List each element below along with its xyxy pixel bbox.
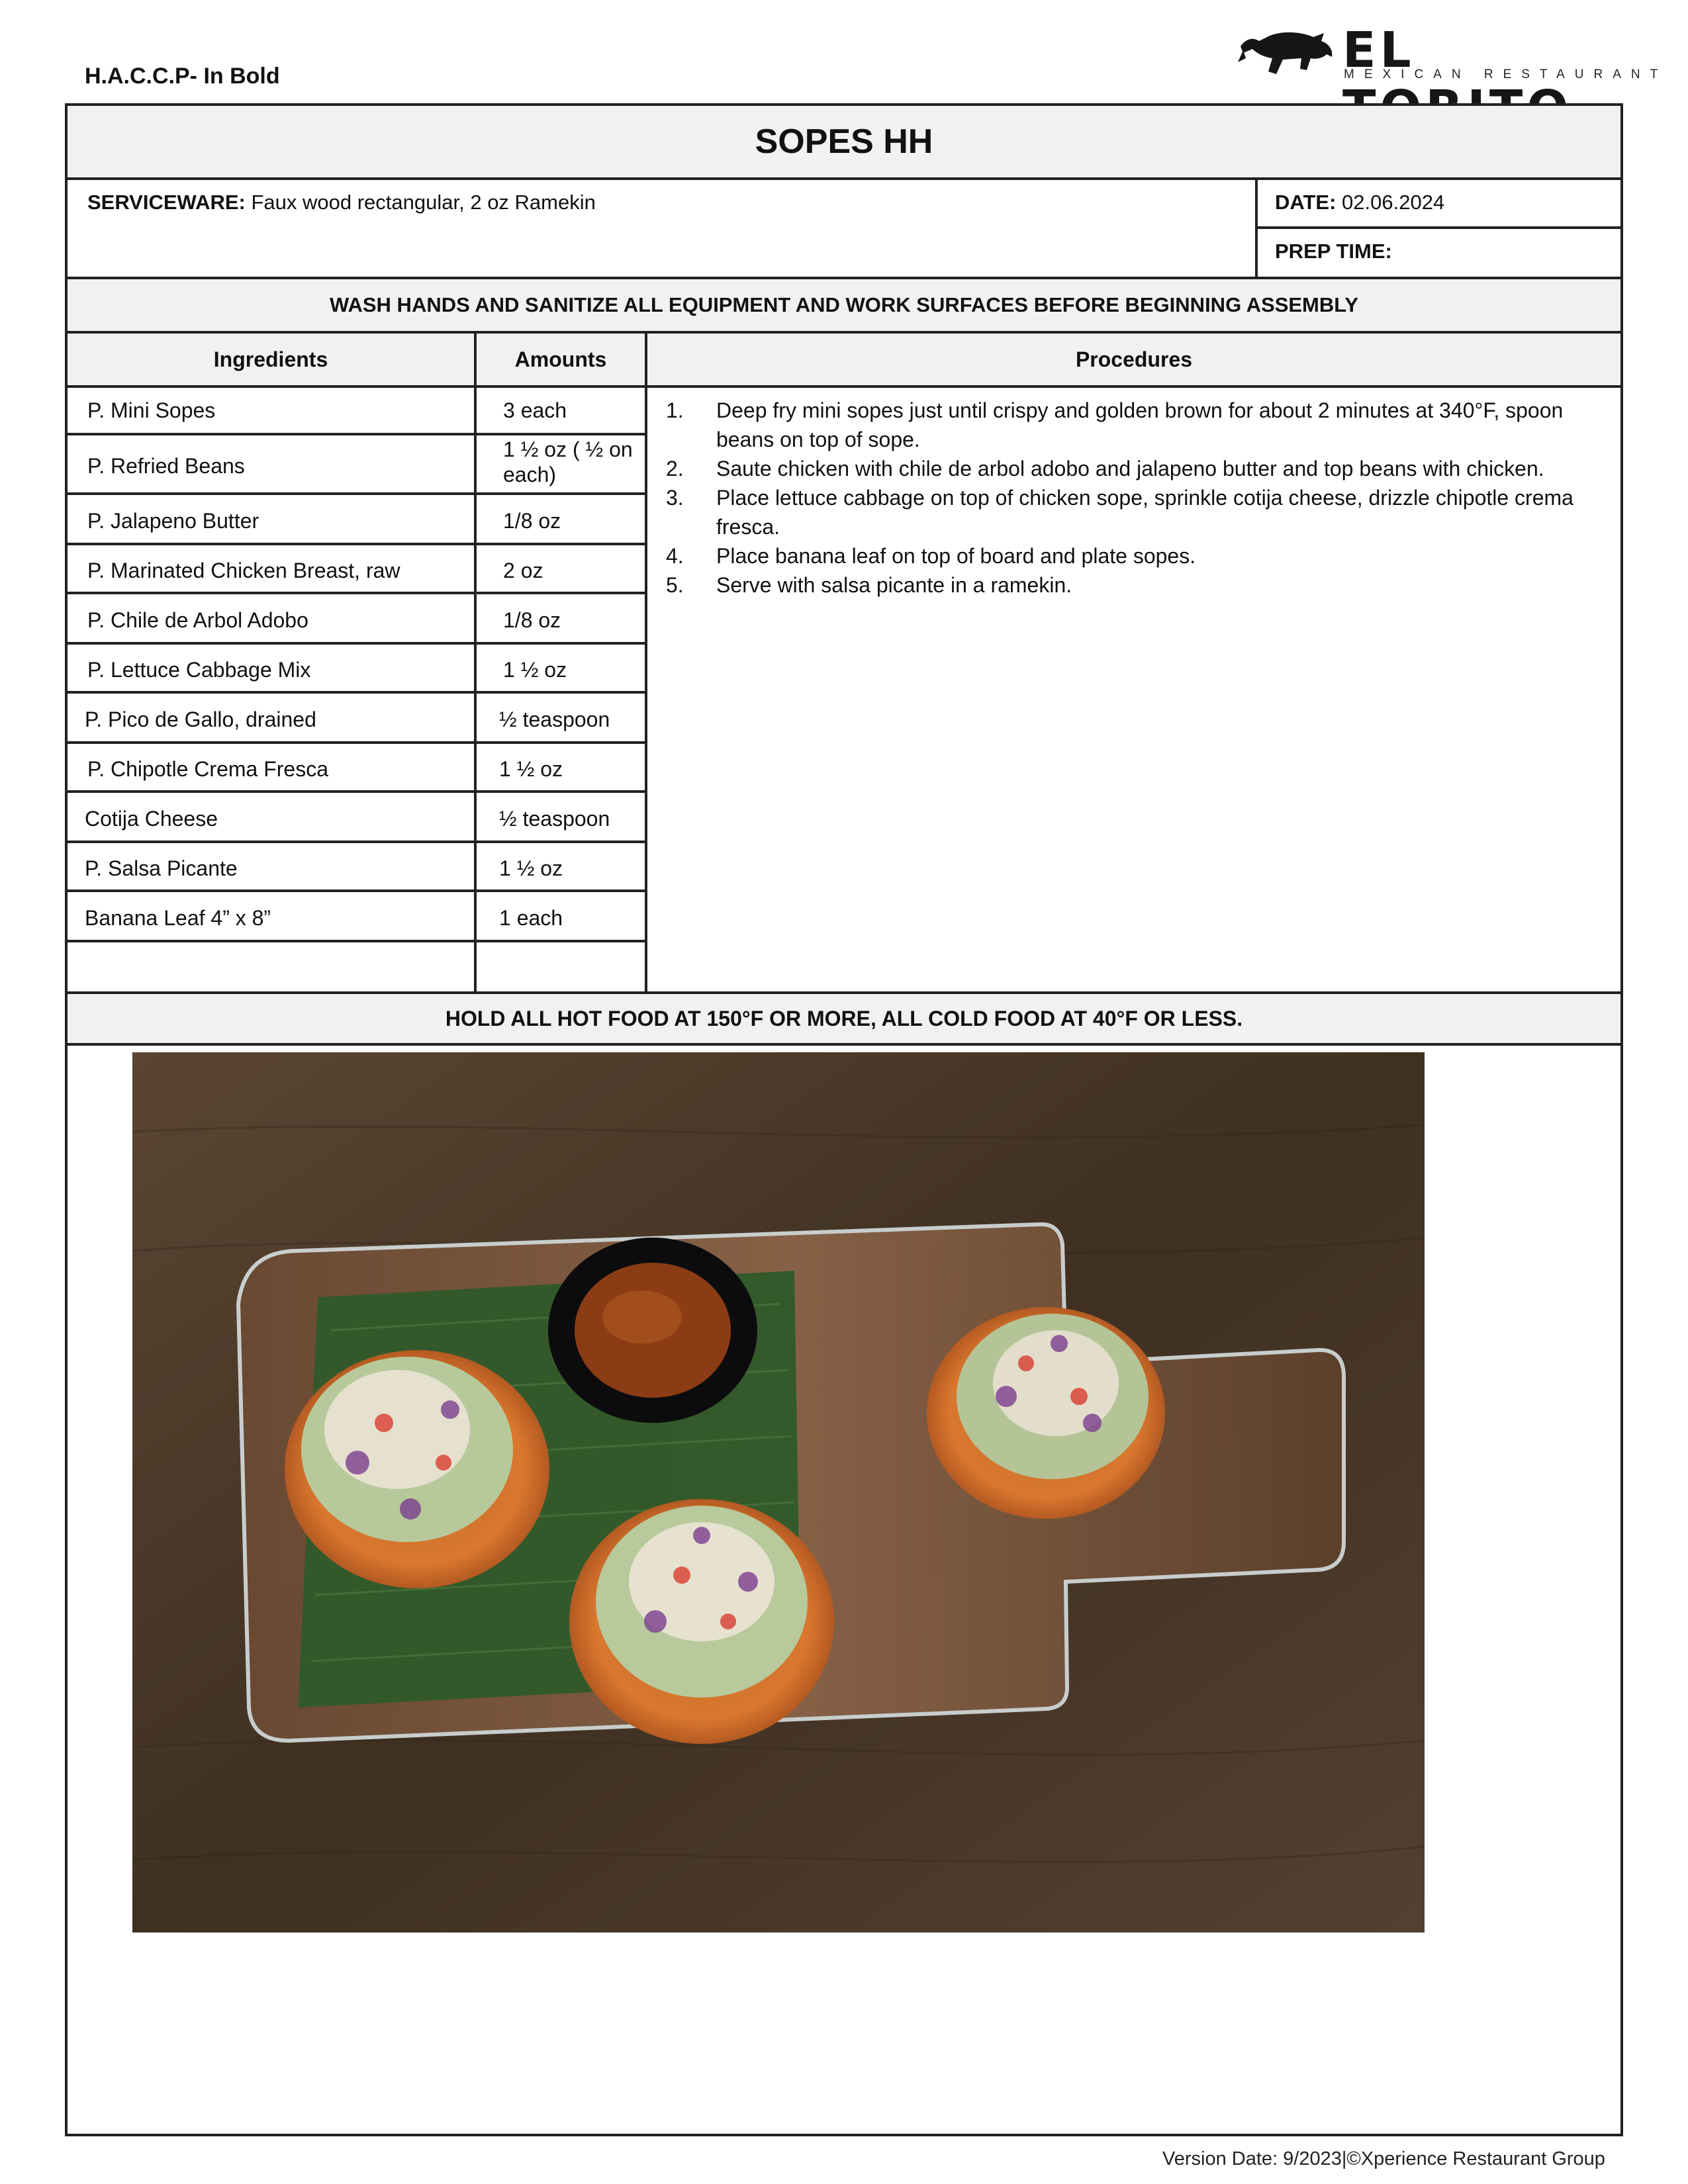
ingredient-name: Cotija Cheese	[85, 807, 218, 831]
date-field	[1275, 191, 1444, 214]
step-number: 5.	[666, 573, 684, 597]
divider	[68, 1043, 1620, 1046]
divider	[1255, 226, 1620, 229]
ingredient-amount: 1 each	[499, 906, 563, 930]
prep-time-field	[1275, 240, 1392, 263]
el-torito-logo	[1237, 21, 1668, 87]
date-label: DATE:	[1275, 191, 1336, 214]
row-divider	[68, 433, 647, 435]
procedure-step	[666, 396, 1613, 454]
prep-time-label: PREP TIME:	[1275, 240, 1392, 263]
ingredient-name: P. Jalapeno Butter	[87, 509, 259, 533]
ingredient-name: P. Chile de Arbol Adobo	[87, 608, 308, 632]
ingredient-amount: 1/8 oz	[503, 509, 561, 533]
ingredient-amount: 1 ½ oz	[503, 658, 567, 682]
wash-notice: WASH HANDS AND SANITIZE ALL EQUIPMENT AND WORK SURFACES BEFORE BEGINNING ASSEMBLY	[68, 279, 1620, 331]
procedures-header: Procedures	[647, 334, 1620, 385]
haccp-note: H.A.C.C.P- In Bold	[85, 64, 280, 89]
bull-icon	[1237, 24, 1336, 85]
row-divider	[68, 790, 647, 793]
procedure-step	[666, 570, 1613, 600]
ingredient-name: P. Lettuce Cabbage Mix	[87, 658, 311, 682]
dish-photo-illustration	[132, 1052, 1425, 1933]
step-text: Place lettuce cabbage on top of chicken sope, sprinkle cotija cheese, drizzle chipotle crema fresca.	[716, 486, 1573, 539]
divider	[474, 331, 477, 991]
procedure-step	[666, 454, 1613, 483]
hold-temperature-notice: HOLD ALL HOT FOOD AT 150°F OR MORE, ALL COLD FOOD AT 40°F OR LESS.	[68, 994, 1620, 1043]
step-text: Serve with salsa picante in a ramekin.	[716, 573, 1072, 597]
date-value: 02.06.2024	[1342, 191, 1445, 214]
ingredient-name: P. Pico de Gallo, drained	[85, 707, 316, 731]
row-divider	[68, 841, 647, 843]
amounts-header: Amounts	[477, 334, 645, 385]
row-divider	[68, 691, 647, 694]
ingredient-name: P. Salsa Picante	[85, 856, 238, 880]
row-divider	[68, 940, 647, 942]
procedure-step	[666, 541, 1613, 570]
serviceware-field	[87, 191, 596, 214]
step-number: 2.	[666, 457, 684, 480]
row-divider	[68, 492, 647, 495]
ingredient-name: P. Marinated Chicken Breast, raw	[87, 559, 400, 582]
ingredient-name: Banana Leaf 4” x 8”	[85, 906, 271, 930]
step-text: Deep fry mini sopes just until crispy and golden brown for about 2 minutes at 340°F, spoon beans on top of sope.	[716, 398, 1564, 451]
divider	[68, 177, 1620, 180]
row-divider	[68, 741, 647, 744]
row-divider	[68, 592, 647, 594]
brand-tagline: MEXICAN RESTAURANT	[1344, 68, 1668, 81]
ingredient-amount: 3 each	[503, 398, 567, 422]
dish-photo	[132, 1052, 1425, 1933]
ingredient-amount: 1 ½ oz	[499, 757, 563, 781]
step-number: 3.	[666, 486, 684, 510]
recipe-title: SOPES HH	[68, 106, 1620, 177]
step-number: 1.	[666, 398, 684, 422]
brand-name: EL	[1342, 22, 1415, 79]
ingredient-amount: ½ teaspoon	[499, 807, 610, 831]
row-divider	[68, 543, 647, 545]
procedure-step	[666, 483, 1613, 541]
ingredient-amount: 1 ½ oz ( ½ on each)	[503, 437, 633, 486]
divider	[68, 385, 1620, 388]
ingredient-name: P. Mini Sopes	[87, 398, 216, 422]
version-footer: Version Date: 9/2023|©Xperience Restaurant Group	[1162, 2148, 1605, 2169]
step-text: Saute chicken with chile de arbol adobo and jalapeno butter and top beans with chicken.	[716, 457, 1544, 480]
step-number: 4.	[666, 544, 684, 568]
step-text: Place banana leaf on top of board and plate sopes.	[716, 544, 1196, 568]
ingredient-amount: ½ teaspoon	[499, 707, 610, 731]
row-divider	[68, 889, 647, 892]
row-divider	[68, 642, 647, 645]
ingredients-header: Ingredients	[68, 334, 474, 385]
procedure-list	[666, 396, 1613, 600]
ingredient-amount: 1 ½ oz	[499, 856, 563, 880]
ingredient-amount: 2 oz	[503, 559, 543, 582]
ingredient-name: P. Refried Beans	[87, 454, 245, 478]
ingredient-name: P. Chipotle Crema Fresca	[87, 757, 328, 781]
ingredient-amount: 1/8 oz	[503, 608, 561, 632]
serviceware-label: SERVICEWARE:	[87, 191, 246, 214]
serviceware-value: Faux wood rectangular, 2 oz Ramekin	[251, 191, 596, 214]
